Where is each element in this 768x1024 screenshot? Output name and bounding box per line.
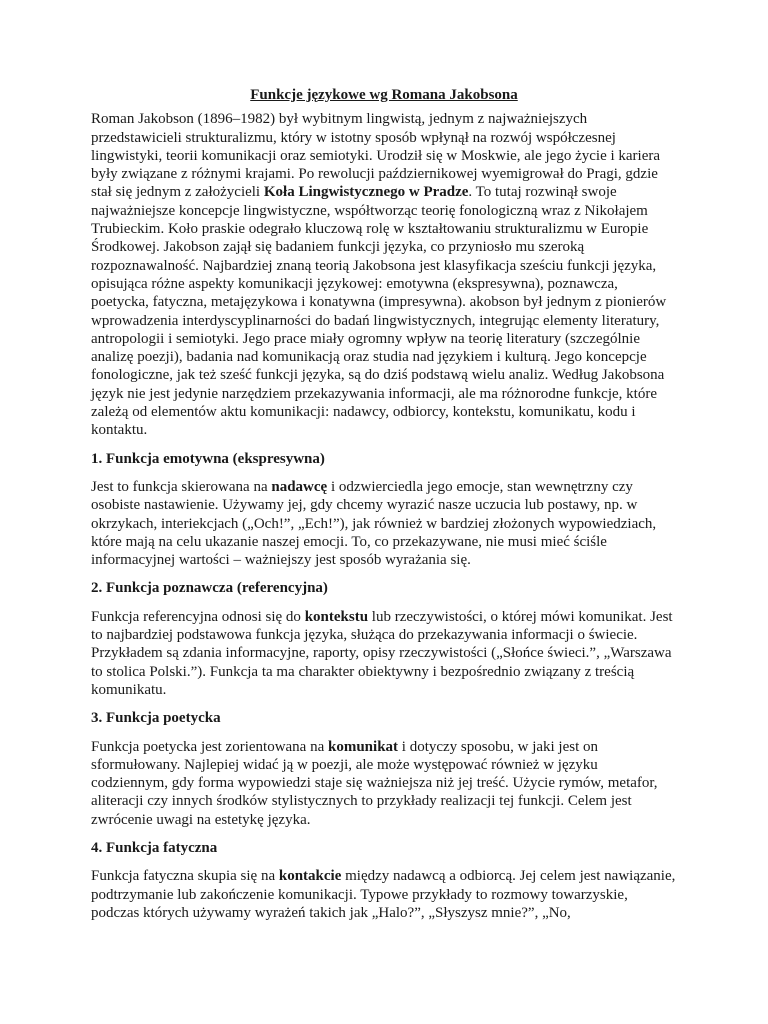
section-heading-phatic: 4. Funkcja fatyczna (91, 839, 218, 856)
document-title: Funkcje językowe wg Romana Jakobsona (250, 87, 518, 103)
document-page (91, 86, 677, 932)
section-paragraph-phatic (91, 867, 677, 922)
section-heading-emotive: 1. Funkcja emotywna (ekspresywna) (91, 450, 325, 467)
section-bold-term: kontakcie (278, 868, 342, 885)
intro-bold-term: Koła Lingwistycznego w Pradze (263, 184, 469, 201)
section-text-2: i dotyczy sposobu, w jaki jest on sformułowany. Najlepiej widać ją w poezji, ale może występować również w języku codziennym, gdy forma wypowiedzi staje się ważniejsza niż jej treść. Użycie rymów, metafor, aliteracji czy innych środków stylistycznych to przykłady realizacji tej funkcji. Celem jest zwrócenie uwagi na estetykę języka. (91, 738, 658, 828)
intro-paragraph (91, 110, 677, 439)
section-text-2: i odzwierciedla jego emocje, stan wewnętrzny czy osobiste nastawienie. Używamy jej, gdy chcemy wyrazić nasze uczucia lub postawy, np. w okrzykach, interiekcjach („Och!”, „Ech!”), jak również w bardziej złożonych wypowiedziach, które mają na celu ukazanie naszej emocji. To, co przekazywane, nie musi mieć ściśle informacyjnej wartości – ważniejszy jest sposób wyrażania się. (91, 478, 657, 569)
intro-text-2: . To tutaj rozwinął swoje najważniejsze koncepcje lingwistyczne, współtworząc teorię fonologiczną wraz z Nikołajem Trubieckim. Koło praskie odegrało kluczową rolę w kształtowaniu strukturalizmu w Europie Środkowej. Jakobson zajął się badaniem funkcji języka, co przyniosło mu szeroką rozpoznawalność. Najbardziej znaną teorią Jakobsona jest klasyfikacja sześciu funkcji języka, opisująca różne aspekty komunikacji językowej: emotywna (ekspresywna), poznawcza, poetycka, fatyczna, metajęzykowa i konatywna (impresywna). akobson był jednym z pionierów wprowadzenia interdyscyplinarności do badań lingwistycznych, integrując elementy literatury, antropologii i semiotyki. Jego prace miały ogromny wpływ na teorię literatury (szczególnie analizę poezji), badania nad komunikacją oraz studia nad językiem i kulturą. Jego koncepcje fonologiczne, jak też sześć funkcji języka, są do dziś podstawą wielu analiz. Według Jakobsona język nie jest jedynie narzędziem przekazywania informacji, ale ma różnorodne funkcje, które zależą od elementów aktu komunikacji: nadawcy, odbiorcy, kontekstu, komunikatu, kodu i kontaktu. (91, 184, 667, 439)
section-text-1: Funkcja poetycka jest zorientowana na (91, 738, 328, 755)
section-text-2: między nadawcą a odbiorcą. Jej celem jest nawiązanie, podtrzymanie lub zakończenie komunikacji. Typowe przykłady to rozmowy towarzyskie, podczas których używamy wyrażeń takich jak „Halo?”, „Słyszysz mnie?”, „No, (91, 868, 676, 921)
section-heading-poetic: 3. Funkcja poetycka (91, 710, 221, 727)
section-text-1: Jest to funkcja skierowana na (91, 478, 272, 495)
intro-text-1: Roman Jakobson (1896–1982) był wybitnym lingwistą, jednym z najważniejszych przedstawicieli strukturalizmu, który w istotny sposób wpłynął na rozwój współczesnej lingwistyki, teorii komunikacji oraz semiotyki. Urodził się w Moskwie, ale jego życie i kariera były związane z różnymi krajami. Po rewolucji październikowej wyemigrował do Pragi, gdzie stał się jednym z założycieli (91, 111, 661, 201)
section-text-1: Funkcja fatyczna skupia się na (91, 868, 279, 885)
section-paragraph-poetic (91, 738, 677, 829)
section-paragraph-emotive (91, 478, 677, 569)
section-bold-term: komunikat (328, 738, 399, 755)
section-text-1: Funkcja referencyjna odnosi się do (91, 608, 305, 625)
section-bold-term: kontekstu (304, 608, 369, 625)
section-bold-term: nadawcę (271, 478, 328, 495)
section-heading-referential: 2. Funkcja poznawcza (referencyjna) (91, 580, 328, 597)
section-text-2: lub rzeczywistości, o której mówi komunikat. Jest to najbardziej podstawowa funkcja języka, służąca do przekazywania informacji o świecie. Przykładem są zdania informacyjne, raporty, opisy rzeczywistości („Słońce świeci.”, „Warszawa to stolica Polski.”). Funkcja ta ma charakter obiektywny i bezpośrednio związany z treścią komunikatu. (91, 608, 673, 698)
section-paragraph-referential (91, 608, 677, 699)
